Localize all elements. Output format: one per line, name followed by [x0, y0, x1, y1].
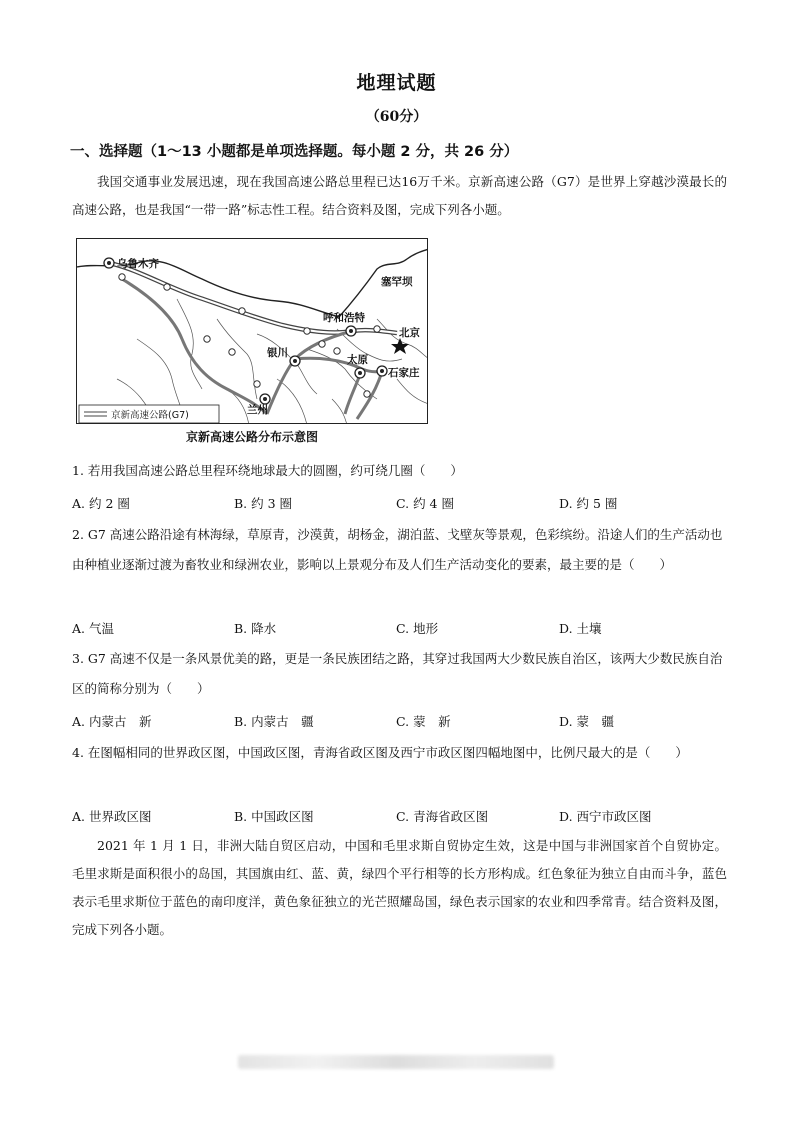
legend-label: 京新高速公路(G7) — [111, 410, 189, 421]
city-label-hohhot: 呼和浩特 — [323, 312, 365, 324]
q2-option-c[interactable]: C. 地形 — [396, 621, 439, 636]
city-label-beijing: 北京 — [399, 327, 420, 339]
other-highways — [122, 279, 387, 419]
city-label-shijiazhuang: 石家庄 — [388, 367, 420, 379]
question-2-options — [72, 619, 732, 643]
section-heading: 一、选择题（1～13 小题都是单项选择题。每小题 2 分，共 26 分） — [70, 144, 519, 160]
q4-option-b[interactable]: B. 中国政区图 — [234, 809, 314, 824]
city-label-urumqi: 乌鲁木齐 — [117, 258, 159, 270]
q3-option-d[interactable]: D. 蒙 疆 — [559, 714, 615, 729]
question-4-options — [72, 807, 732, 831]
question-4: 4. 在图幅相同的世界政区图，中国政区图，青海省政区图及西宁市政区图四幅地图中，比例尺最大的是（ ） — [72, 745, 688, 760]
q1-option-c[interactable]: C. 约 4 圈 — [396, 496, 454, 511]
question-1: 1. 若用我国高速公路总里程环绕地球最大的圆圈，约可绕几圈（ ） — [72, 463, 463, 478]
q2-option-a[interactable]: A. 气温 — [72, 621, 114, 636]
footer-watermark — [238, 1055, 554, 1069]
q4-option-a[interactable]: A. 世界政区图 — [72, 809, 152, 824]
intro-paragraph-1: 我国交通事业发展迅速，现在我国高速公路总里程已达16万千米。京新高速公路（G7）是世界上穿越沙漠最长的高速公路，也是我国“一带一路”标志性工程。结合资料及图，完成下列各小题。 — [72, 174, 727, 217]
q1-option-d[interactable]: D. 约 5 圈 — [559, 496, 618, 511]
q1-option-a[interactable]: A. 约 2 圈 — [72, 496, 130, 511]
question-2: 2. G7 高速公路沿途有林海绿，草原青，沙漠黄，胡杨金，湖泊蓝、戈壁灰等景观，色彩缤纷。沿途人们的生产活动也由种植业逐渐过渡为畜牧业和绿洲农业，影响以上景观分布及人们生产活动变化的要素，最主要的是（ ） — [72, 527, 723, 572]
q3-option-a[interactable]: A. 内蒙古 新 — [72, 714, 152, 729]
question-3: 3. G7 高速不仅是一条风景优美的路，更是一条民族团结之路，其穿过我国两大少数民族自治区，该两大少数民族自治区的简称分别为（ ） — [72, 651, 723, 696]
q3-option-c[interactable]: C. 蒙 新 — [396, 714, 451, 729]
question-1-options — [72, 494, 732, 518]
beijing-star-icon — [391, 338, 409, 354]
city-label-taiyuan: 太原 — [347, 354, 368, 366]
total-score: （60分） — [365, 109, 428, 125]
q2-option-d[interactable]: D. 土壤 — [559, 621, 602, 636]
map-legend — [79, 405, 219, 423]
city-label-saihanba: 塞罕坝 — [381, 276, 413, 288]
q3-option-b[interactable]: B. 内蒙古 疆 — [234, 714, 314, 729]
intro-paragraph-2: 2021 年 1 月 1 日，非洲大陆自贸区启动，中国和毛里求斯自贸协定生效，这是中国与非洲国家首个自贸协定。毛里求斯是面积很小的岛国，其国旗由红、蓝、黄，绿四个平行相等的长方形构成。红色象征为独立自由而斗争，蓝色表示毛里求斯位于蓝色的南印度洋，黄色象征独立的光芒照耀岛国，绿色表示国家的农业和四季常青。结合资料及图，完成下列各小题。 — [72, 838, 727, 937]
map-graphic — [77, 239, 428, 424]
q2-option-b[interactable]: B. 降水 — [234, 621, 277, 636]
question-3-options — [72, 712, 732, 736]
page-title: 地理试题 — [356, 72, 437, 94]
q4-option-d[interactable]: D. 西宁市政区图 — [559, 809, 652, 824]
q1-option-b[interactable]: B. 约 3 圈 — [234, 496, 293, 511]
city-label-lanzhou: 兰州 — [247, 404, 268, 416]
q4-option-c[interactable]: C. 青海省政区图 — [396, 809, 489, 824]
city-label-yinchuan: 银川 — [267, 347, 288, 359]
g7-map-figure — [76, 238, 428, 424]
map-caption: 京新高速公路分布示意图 — [185, 430, 318, 444]
